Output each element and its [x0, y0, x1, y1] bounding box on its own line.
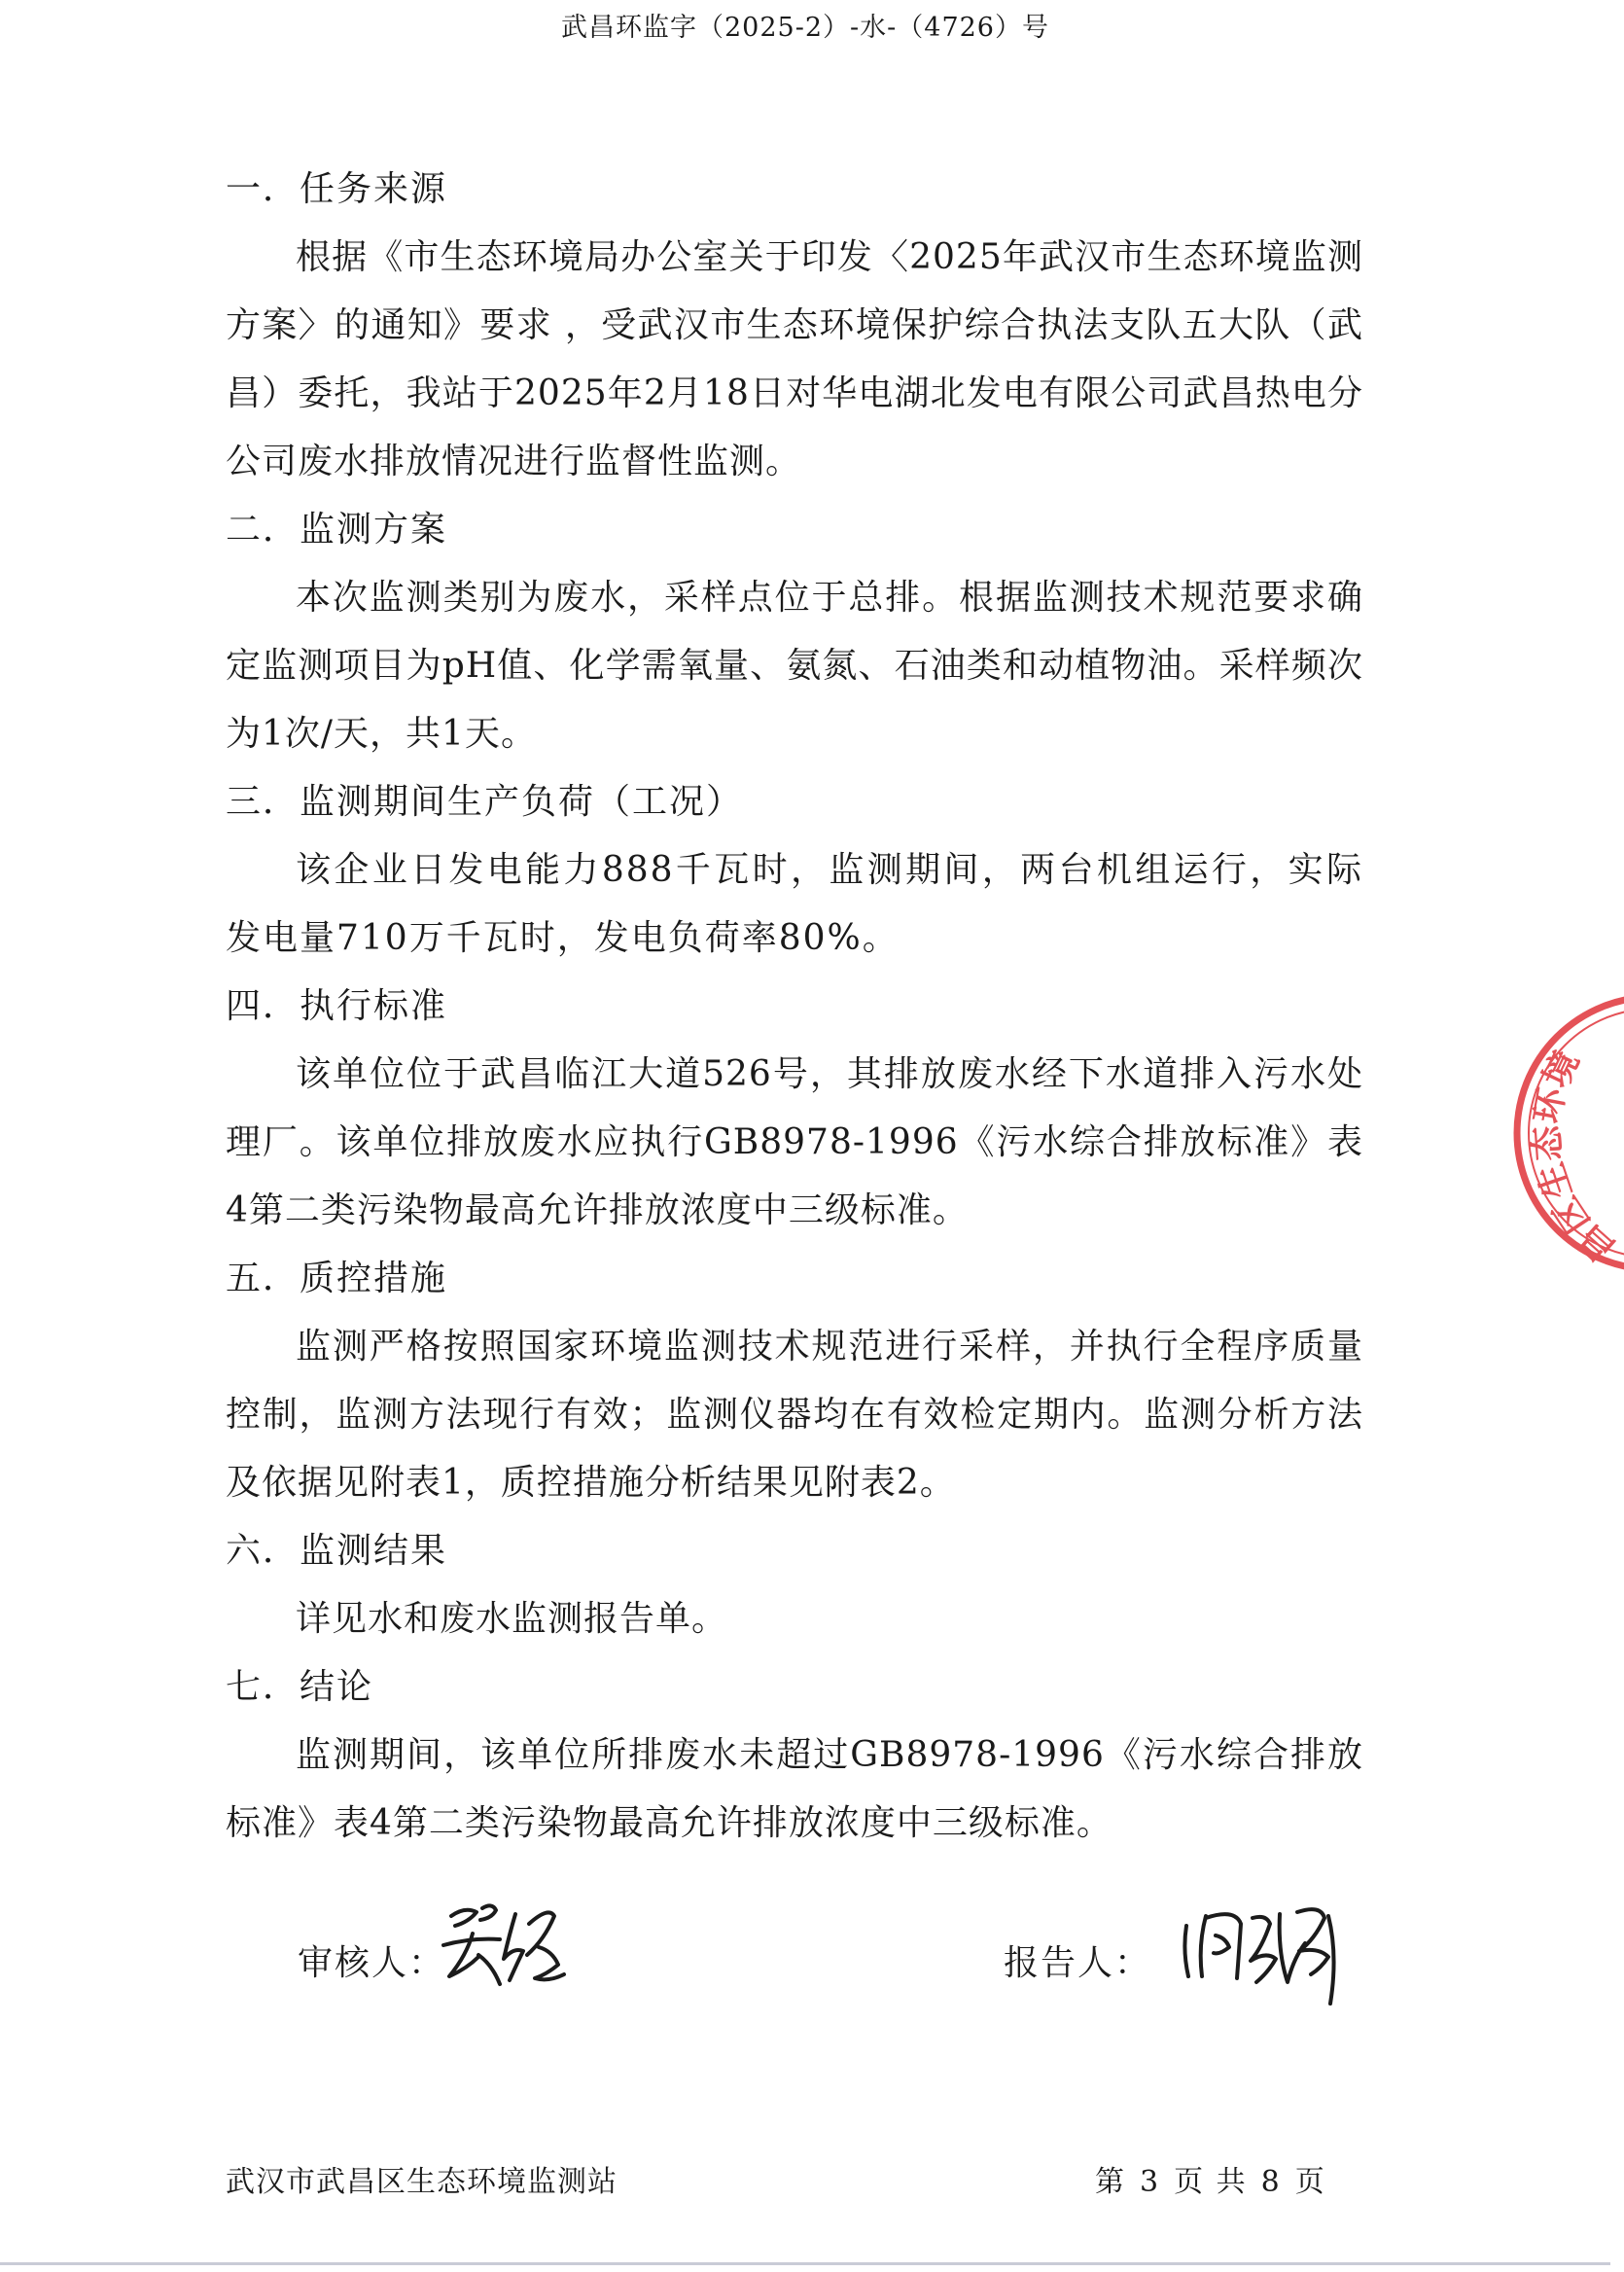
scan-edge-line [0, 2262, 1610, 2265]
section-paragraph-6: 详见水和废水监测报告单。 [296, 1599, 728, 1639]
section-paragraph-7: 监测期间，该单位所排废水未超过GB8978-1996《污水综合排放标准》表4第二类污染物最高允许排放浓度中三级标准。 [226, 1735, 1363, 1843]
page-label-prefix: 第 [1095, 2165, 1124, 2199]
reviewer-label: 审核人： [298, 1943, 446, 1983]
page-label-suffix: 页 [1294, 2165, 1324, 2199]
section-paragraph-4: 该单位位于武昌临江大道526号，其排放废水经下水道排入污水处理厂。该单位排放废水应执行GB8978-1996《污水综合排放标准》表4第二类污染物最高允许排放浓度中三级标准。 [226, 1054, 1363, 1230]
footer-page-number [1087, 2157, 1332, 2200]
reviewer-signature [434, 1895, 589, 2002]
page-label-mid: 页 共 [1174, 2165, 1246, 2199]
section-paragraph-3: 该企业日发电能力888千瓦时，监测期间，两台机组运行，实际发电量710万千瓦时，发电负荷率80%。 [226, 850, 1363, 958]
section-paragraph-1: 根据《市生态环境局办公室关于印发〈2025年武汉市生态环境监测方案〉的通知》要求 ，受武汉市生态环境保护综合执法支队五大队（武昌）委托，我站于2025年2月18日对华电湖北发电有限公司武昌热电分公司废水排放情况进行监督性监测。 [226, 237, 1363, 481]
reporter-label: 报告人： [1004, 1943, 1152, 1983]
section-heading-4: 四．执行标准 [226, 986, 448, 1026]
section-heading-5: 五．质控措施 [226, 1259, 448, 1298]
page-total: 8 [1260, 2165, 1280, 2199]
page-current: 3 [1140, 2165, 1159, 2199]
section-heading-1: 一．任务来源 [226, 169, 448, 209]
report-body [226, 156, 1363, 1858]
section-paragraph-5: 监测严格按照国家环境监测技术规范进行采样，并执行全程序质量控制，监测方法现行有效；监测仪器均在有效检定期内。监测分析方法及依据见附表1，质控措施分析结果见附表2。 [226, 1327, 1363, 1503]
section-heading-6: 六．监测结果 [226, 1531, 448, 1571]
signature-area [298, 1935, 1367, 2052]
section-heading-3: 三．监测期间生产负荷（工况） [226, 782, 744, 822]
footer-organization: 武汉市武昌区生态环境监测站 [226, 2165, 618, 2199]
section-heading-2: 二．监测方案 [226, 510, 448, 550]
reporter-signature [1173, 1897, 1358, 2023]
svg-text:昌区生态环境: 昌区生态环境 [1526, 1045, 1624, 1271]
section-paragraph-2: 本次监测类别为废水，采样点位于总排。根据监测技术规范要求确定监测项目为pH值、化学需氧量、氨氮、石油类和动植物油。采样频次为1次/天，共1天。 [226, 578, 1363, 754]
official-seal-stamp [1488, 973, 1624, 1294]
document-number: 武昌环监字（2025-2）-水-（4726）号 [561, 13, 1049, 43]
section-heading-7: 七．结论 [226, 1667, 374, 1707]
